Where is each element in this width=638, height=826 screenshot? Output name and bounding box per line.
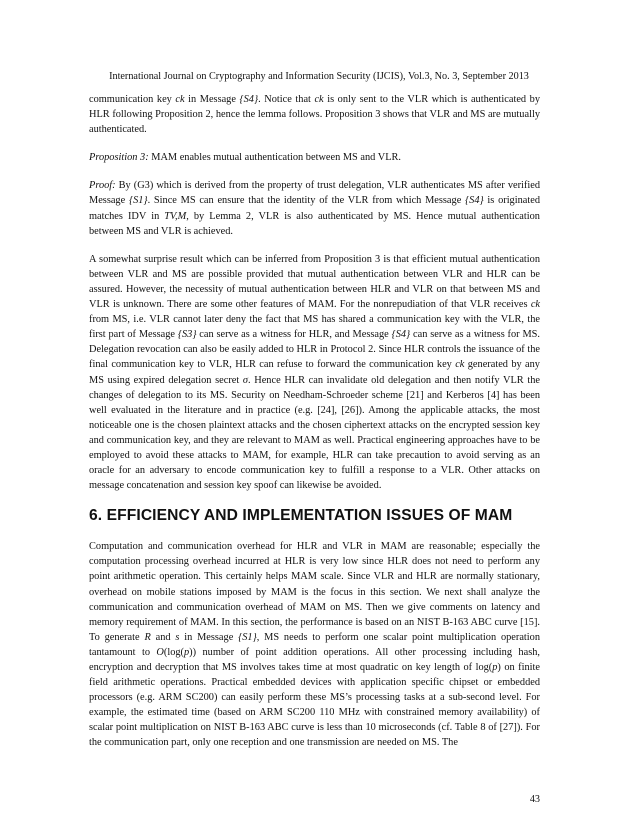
text-run: {S1} [128, 195, 148, 207]
text-run: . Hence HLR can invalidate old delegation and then notify VLR the changes of delegation to its MS. Security on Needham-Schroeder scheme [21] and Kerberos [4] has been well evaluated in the literature and in practice (e.g. [24], [26]). Among the applicable attacks, the most noticeable one is the chosen plaintext attacks and the chosen ciphertext attacks on the encrypted session key and communication key, and they are relevant to MAM as well. Practical engineering approaches have to be employed to avoid these attacks to MAM, for example, HLR can take precaution to avoid serving as an oracle for an adversary to encode communication key to fulfill a response to a VLR. Other attacks on message concatenation and session key spoof can likewise be avoided. [89, 374, 540, 492]
paragraph-discussion [89, 252, 540, 494]
text-run: . Since MS can ensure that the identity of the VLR from which Message [147, 195, 466, 207]
text-run: A somewhat surprise result which can be inferred from Proposition 3 is that efficient mutual authentication between VLR and MS are possible provided that mutual authentication between VLR and HLR can be assured. However, the necessity of mutual authentication between HLR and VLR on that between MS and VLR is unknown. There are some other features of MAM. For the nonrepudiation of that VLR receives [89, 253, 540, 311]
page-number: 43 [529, 794, 540, 805]
text-run: is originated matches IDV in [89, 195, 541, 222]
text-run: ck [455, 359, 465, 371]
text-run: {S3} [177, 329, 197, 341]
text-run: {S4} [465, 195, 484, 207]
text-run: ) on finite field arithmetic operations. Practical embedded devices with application specific chipset or embedded processors (e.g. ARM SC200) can easily perform these MS’s processing tasks at a sub-second level. For example, the estimated time (based on ARM SC200 110 MHz with constrained memory availability) of scalar point multiplication on NIST B-163 ABC curve is less than 10 microseconds (cf. Table 8 of [27]). For the communication part, only one reception and one transmission are needed on MS. The [89, 662, 540, 749]
running-header: International Journal on Cryptography and Information Security (IJCIS), Vol.3, No. 3, September 2013 [109, 71, 529, 82]
text-run: p [184, 646, 190, 658]
text-run: p [492, 662, 498, 673]
text-run: )) number of point addition operations. All other processing including hash, encryption and decryption that MS involves takes time at most quadratic on key length of log( [89, 646, 540, 673]
paragraph-efficiency [89, 539, 540, 750]
text-run: can serve as a witness for MS. Delegation revocation can also be easily added to HLR in Protocol 2. Since HLR controls the issuance of the final communication key to VLR, HLR can refuse to forward the communication key [89, 329, 540, 371]
text-run: in Message [179, 631, 239, 643]
text-run: ck [530, 299, 540, 311]
text-run: from MS, i.e. VLR cannot later deny the fact that MS has shared a communication key with the VLR, the first part of Message [89, 314, 540, 341]
text-run: in Message [184, 94, 240, 105]
text-run: MAM enables mutual authentication between MS and VLR. [148, 152, 401, 164]
section-heading: 6. EFFICIENCY AND IMPLEMENTATION ISSUES OF MAM [89, 507, 513, 525]
text-run: , MS needs to perform one scalar point multiplication operation tantamount to [89, 631, 541, 658]
text-run: {S4} [239, 94, 259, 105]
paragraph-proposition-3 [89, 150, 540, 165]
paragraph-proof [89, 178, 540, 238]
paragraph-lemma-conclusion [89, 92, 540, 137]
text-run: ck [175, 94, 185, 105]
proof-label: Proof: [89, 180, 116, 192]
text-run: TV,M [164, 210, 187, 222]
text-run: , by Lemma 2, VLR is also authenticated by MS. Hence mutual authentication between MS and VLR is achieved. [89, 210, 540, 237]
text-run: ck [314, 94, 324, 105]
text-run: σ [242, 374, 248, 386]
text-run: generated by any MS using expired delegation secret [89, 359, 540, 386]
text-run: s [175, 631, 180, 643]
text-run: (log( [163, 646, 184, 658]
text-run: is only sent to the VLR which is authenticated by HLR following Proposition 2, hence the lemma follows. Proposition 3 shows that VLR and MS are mutually authenticated. [89, 94, 541, 136]
body-text [89, 92, 540, 764]
text-run: {S4} [391, 329, 411, 341]
text-run: Computation and communication overhead for HLR and VLR in MAM are reasonable; especially the computation processing overhead incurred at HLR is very low since HLR does not need to perform any point arithmetic operation. This certainly helps MAM scale. Since VLR and HLR are normally stationary, overhead on mobile stations imposed by MAM is the focus in this section. We next shall analyze the communication and communication overhead of MAM on MS. Then we give comments on latency and memory requirement of MAM. In this section, the performance is based on an NIST B-163 ABC curve [15]. To generate [89, 541, 540, 643]
text-run: R [144, 631, 151, 643]
proposition-label: Proposition 3: [89, 152, 149, 164]
text-run: By (G3) which is derived from the property of trust delegation, VLR authenticates MS after verified Message [89, 180, 540, 207]
text-run: communication key [89, 94, 176, 105]
text-run: and [150, 631, 176, 643]
text-run: . Notice that [258, 94, 315, 105]
text-run: O [156, 646, 164, 658]
text-run: {S1} [238, 631, 257, 643]
text-run: can serve as a witness for HLR, and Message [196, 329, 392, 341]
